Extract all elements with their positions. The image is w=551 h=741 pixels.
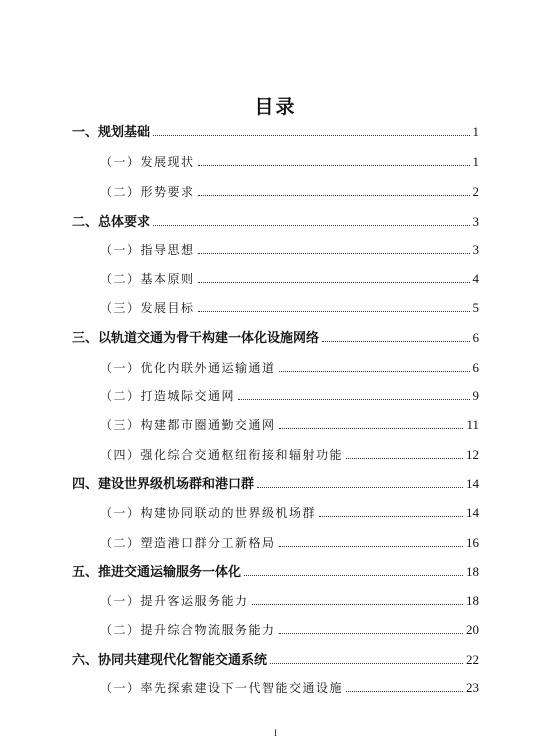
toc-dot-leader <box>257 487 463 488</box>
toc-page-number: 6 <box>472 360 479 375</box>
toc-dot-leader <box>238 399 469 400</box>
toc-subentry[interactable] <box>100 240 479 260</box>
toc-entry-text: （一）提升客运服务能力 <box>100 594 249 608</box>
toc-subentry[interactable] <box>100 298 479 318</box>
toc-entry-text: （二）提升综合物流服务能力 <box>100 623 276 637</box>
toc-entry[interactable] <box>72 328 479 348</box>
toc-dot-leader <box>319 516 463 517</box>
toc-page-number: 3 <box>472 242 479 257</box>
toc-dot-leader <box>198 165 470 166</box>
page-footer-number: I <box>274 728 277 738</box>
toc-entry-text: （二）基本原则 <box>100 272 195 286</box>
toc-subentry[interactable] <box>100 386 479 406</box>
toc-subentry[interactable] <box>100 620 479 640</box>
toc-page-number: 1 <box>472 124 479 139</box>
toc-page-number: 4 <box>472 271 479 286</box>
toc-entry-text: （四）强化综合交通枢纽衔接和辐射功能 <box>100 448 344 462</box>
toc-page-number: 14 <box>466 505 479 520</box>
toc-subentry[interactable] <box>100 445 479 465</box>
toc-subentry[interactable] <box>100 503 479 523</box>
toc-entry[interactable] <box>72 650 479 670</box>
toc-entry[interactable] <box>72 562 479 582</box>
toc-entry-text: （一）率先探索建设下一代智能交通设施 <box>100 681 344 695</box>
toc-dot-leader <box>346 691 463 692</box>
toc-dot-leader <box>270 663 463 664</box>
toc-page-number: 16 <box>466 535 479 550</box>
toc-entry[interactable] <box>72 122 479 142</box>
toc-entry-text: （三）构建都市圈通勤交通网 <box>100 418 276 432</box>
toc-entry-text: 二、总体要求 <box>72 215 151 230</box>
toc-page-number: 20 <box>466 622 479 637</box>
toc-dot-leader <box>198 311 470 312</box>
toc-dot-leader <box>198 195 470 196</box>
toc-page-number: 3 <box>472 214 479 229</box>
toc-dot-leader <box>244 575 463 576</box>
toc-entry-text: （一）指导思想 <box>100 243 195 257</box>
toc-subentry[interactable] <box>100 678 479 698</box>
toc-entry-text: （二）塑造港口群分工新格局 <box>100 536 276 550</box>
toc-entry-text: （一）发展现状 <box>100 155 195 169</box>
toc-dot-leader <box>322 341 469 342</box>
toc-dot-leader <box>153 225 469 226</box>
toc-entry-text: （二）打造城际交通网 <box>100 389 236 403</box>
toc-dot-leader <box>198 253 470 254</box>
toc-entry[interactable] <box>72 474 479 494</box>
toc-subentry[interactable] <box>100 591 479 611</box>
toc-page-number: 1 <box>472 154 479 169</box>
toc-entry-text: （二）形势要求 <box>100 185 195 199</box>
toc-title: 目录 <box>254 96 297 118</box>
toc-page-number: 12 <box>466 447 479 462</box>
toc-page-number: 11 <box>466 417 479 432</box>
toc-entry-text: 五、推进交通运输服务一体化 <box>72 565 242 580</box>
toc-entry-text: 四、建设世界级机场群和港口群 <box>72 477 255 492</box>
toc-entry-text: 三、以轨道交通为骨干构建一体化设施网络 <box>72 331 320 346</box>
toc-dot-leader <box>279 371 470 372</box>
toc-page-number: 2 <box>472 184 479 199</box>
toc-dot-leader <box>346 458 463 459</box>
toc-page-number: 14 <box>466 476 479 491</box>
toc-page-number: 18 <box>466 564 479 579</box>
toc-subentry[interactable] <box>100 358 479 378</box>
toc-entry-text: （三）发展目标 <box>100 301 195 315</box>
toc-dot-leader <box>279 428 464 429</box>
toc-entry-text: （一）优化内联外通运输通道 <box>100 361 276 375</box>
toc-subentry[interactable] <box>100 269 479 289</box>
toc-entry-text: 一、规划基础 <box>72 125 151 140</box>
toc-dot-leader <box>252 604 463 605</box>
toc-dot-leader <box>153 135 469 136</box>
toc-subentry[interactable] <box>100 415 479 435</box>
toc-page-number: 9 <box>472 388 479 403</box>
toc-subentry[interactable] <box>100 182 479 202</box>
toc-page-number: 6 <box>472 330 479 345</box>
toc-entry-text: 六、协同共建现代化智能交通系统 <box>72 653 268 668</box>
toc-page-number: 22 <box>466 652 479 667</box>
toc-dot-leader <box>279 633 463 634</box>
toc-page-number: 18 <box>466 593 479 608</box>
toc-page-number: 5 <box>472 300 479 315</box>
toc-page-number: 23 <box>466 680 479 695</box>
toc-dot-leader <box>198 282 470 283</box>
toc-entry-text: （一）构建协同联动的世界级机场群 <box>100 506 317 520</box>
toc-subentry[interactable] <box>100 152 479 172</box>
toc-subentry[interactable] <box>100 533 479 553</box>
toc-entry[interactable] <box>72 212 479 232</box>
toc-dot-leader <box>279 546 463 547</box>
